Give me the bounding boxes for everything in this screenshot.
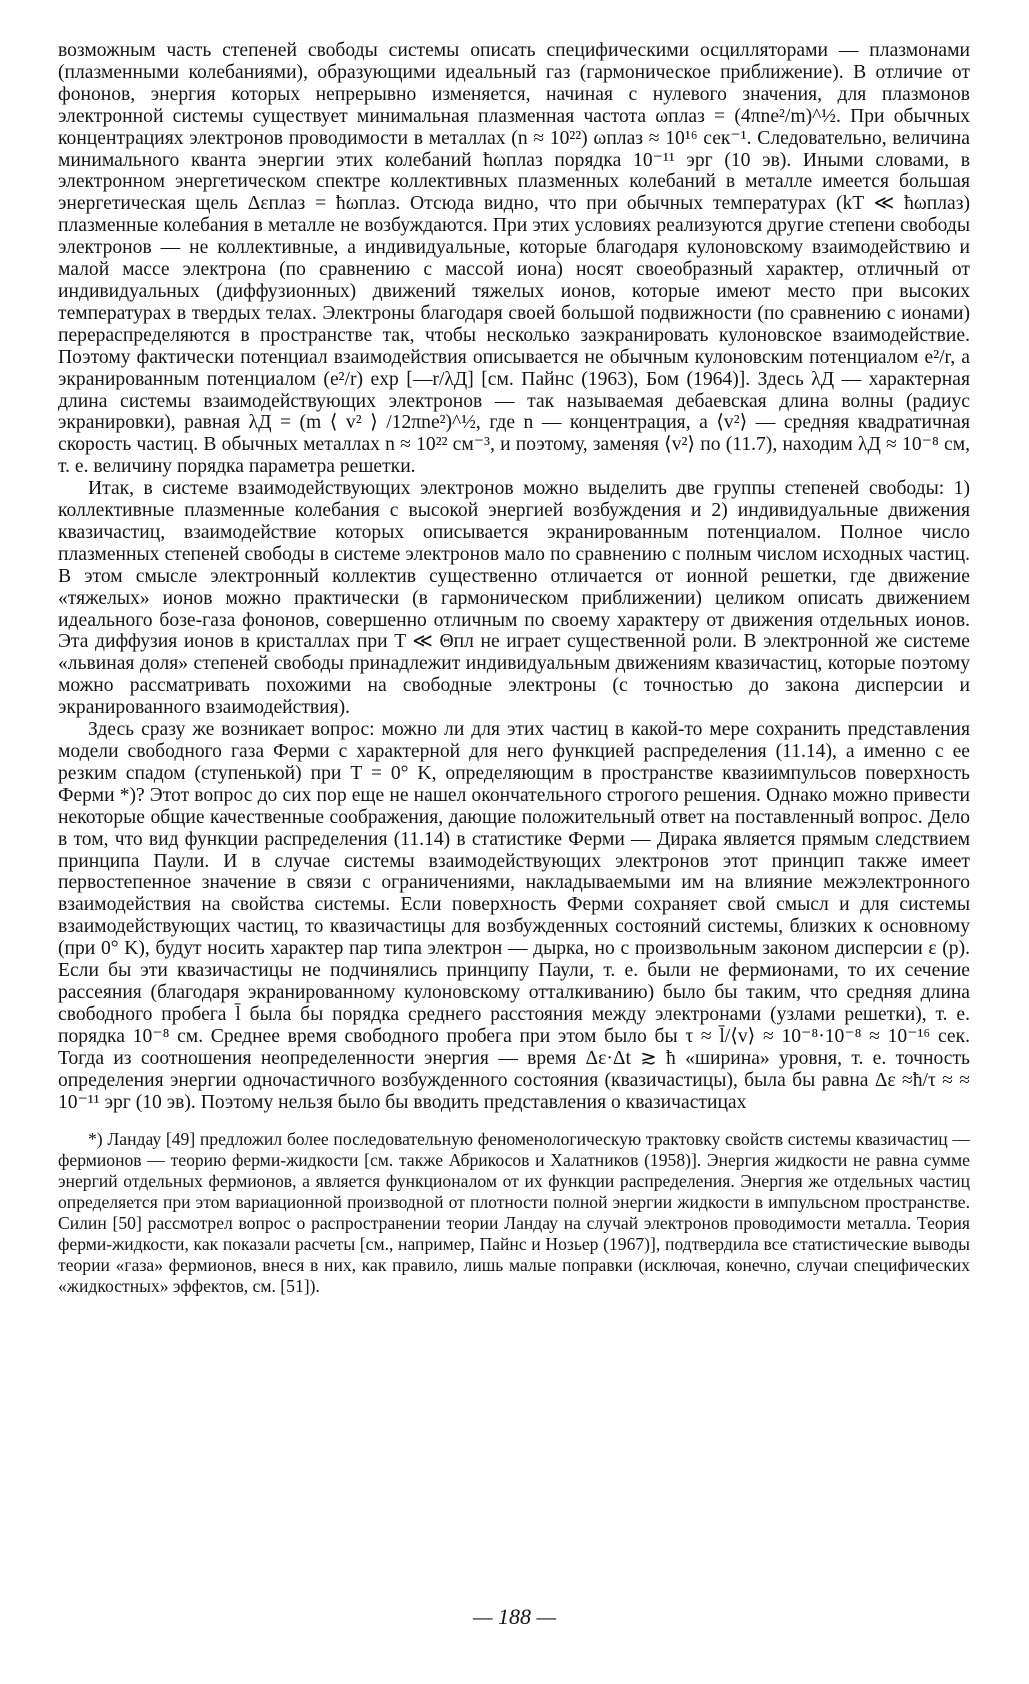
paragraph-3: Здесь сразу же возникает вопрос: можно ли для этих частиц в какой-то мере сохранить представления модели свободного газа Ферми с характерной для него функцией распределения (11.14), а именно с ее резким спадом (ступенькой) при T = 0° K, определяющим в пространстве квазиимпульсов поверхность Ферми *)? Этот вопрос до сих пор еще не нашел окончательного строгого решения. Однако можно привести некоторые общие качественные соображения, дающие положительный ответ на поставленный вопрос. Дело в том, что вид функции распределения (11.14) в статистике Ферми — Дирака является прямым следствием принципа Паули. И в случае системы взаимодействующих электронов этот принцип также имеет первостепенное значение в связи с ограничениями, накладываемыми им на влияние межэлектронного взаимодействия на свойства системы. Если поверхность Ферми сохраняет свой смысл и для системы взаимодействующих частиц, то квазичастицы для возбужденных состояний системы, близких к основному (при 0° K), будут носить характер пар типа электрон — дырка, но с произвольным законом дисперсии ε (p). Если бы эти квазичастицы не подчинялись принципу Паули, т. е. были не фермионами, то их сечение рассеяния (благодаря экранированному кулоновскому отталкиванию) было бы таким, что средняя длина свободного пробега l̄ была бы порядка среднего расстояния между электронами (узлами решетки), т. е. порядка 10⁻⁸ см. Среднее время свободного пробега при этом было бы τ ≈ l̄/⟨v⟩ ≈ 10⁻⁸·10⁻⁸ ≈ 10⁻¹⁶ сек. Тогда из соотношения неопределенности энергия — время Δε·Δt ≳ ħ «ширина» уровня, т. е. точность определения энергии одночастичного возбужденного состояния (квазичастицы), была бы равна Δε ≈ħ/τ ≈ ≈ 10⁻¹¹ эрг (10 эв). Поэтому нельзя было бы вводить представления о квазичастицах <box>58 719 970 1113</box>
main-text <box>58 40 970 1113</box>
footnote <box>58 1129 970 1297</box>
page-number: — 188 — <box>472 1604 557 1629</box>
page-content <box>58 40 970 1297</box>
paragraph-2: Итак, в системе взаимодействующих электронов можно выделить две группы степеней свободы: 1) коллективные плазменные колебания с высокой энергией возбуждения и 2) индивидуальные движения квазичастиц, взаимодействие которых описывается экранированным потенциалом. Полное число плазменных степеней свободы в системе электронов мало по сравнению с полным числом исходных частиц. В этом смысле электронный коллектив существенно отличается от ионной решетки, где движение «тяжелых» ионов можно практически (в гармоническом приближении) целиком описать движением идеального бозе-газа фононов, совершенно отличным по своему характеру от движения отдельных ионов. Эта диффузия ионов в кристаллах при T ≪ Θпл не играет существенной роли. В электронной же системе «львиная доля» степеней свободы принадлежит индивидуальным движениям квазичастиц, которые поэтому можно рассматривать похожими на свободные электроны (с точностью до закона дисперсии и экранированного взаимодействия). <box>58 478 970 719</box>
footnote-text: *) Ландау [49] предложил более последовательную феноменологическую трактовку свойств системы квазичастиц — фермионов — теорию ферми-жидкости [см. также Абрикосов и Халатников (1958)]. Энергия жидкости не равна сумме энергий отдельных фермионов, а является функционалом от их функции распределения. Энергия же отдельных частиц определяется при этом вариационной производной от плотности полной энергии жидкости в импульсном пространстве. Силин [50] рассмотрел вопрос о распространении теории Ландау на случай электронов проводимости металла. Теория ферми-жидкости, как показали расчеты [см., например, Пайнс и Нозьер (1967)], подтвердила все статистические выводы теории «газа» фермионов, внеся в них, как правило, лишь малые поправки (исключая, конечно, случаи специфических «жидкостных» эффектов, см. [51]). <box>58 1129 970 1297</box>
paragraph-1: возможным часть степеней свободы системы описать специфическими осцилляторами — плазмонами (плазменными колебаниями), образующими идеальный газ (гармоническое приближение). В отличие от фононов, энергия которых непрерывно изменяется, начиная с нулевого значения, для плазмонов электронной системы существует минимальная плазменная частота ωплаз = (4πne²/m)^½. При обычных концентрациях электронов проводимости в металлах (n ≈ 10²²) ωплаз ≈ 10¹⁶ сек⁻¹. Следовательно, величина минимального кванта энергии этих колебаний ħωплаз порядка 10⁻¹¹ эрг (10 эв). Иными словами, в электронном энергетическом спектре коллективных плазменных колебаний в металле имеется большая энергетическая щель Δεплаз = ħωплаз. Отсюда видно, что при обычных температурах (kT ≪ ħωплаз) плазменные колебания в металле не возбуждаются. При этих условиях реализуются другие степени свободы электронов — не коллективные, а индивидуальные, которые благодаря кулоновскому взаимодействию и малой массе электрона (по сравнению с массой иона) носят своеобразный характер, отличный от индивидуальных (диффузионных) движений тяжелых ионов, которые имеют место при высоких температурах в твердых телах. Электроны благодаря своей большой подвижности (по сравнению с ионами) перераспределяются в пространстве так, чтобы несколько заэкранировать кулоновское взаимодействие. Поэтому фактически потенциал взаимодействия описывается не обычным кулоновским потенциалом e²/r, а экранированным потенциалом (e²/r) exp [—r/λД] [см. Пайнс (1963), Бом (1964)]. Здесь λД — характерная длина системы взаимодействующих электронов — так называемая дебаевская длина волны (радиус экранировки), равная λД = (m ⟨ v² ⟩ /12πne²)^½, где n — концентрация, а ⟨v²⟩ — средняя квадратичная скорость частиц. В обычных металлах n ≈ 10²² см⁻³, и поэтому, заменяя ⟨v²⟩ по (11.7), находим λД ≈ 10⁻⁸ см, т. е. величину порядка параметра решетки. <box>58 40 970 478</box>
